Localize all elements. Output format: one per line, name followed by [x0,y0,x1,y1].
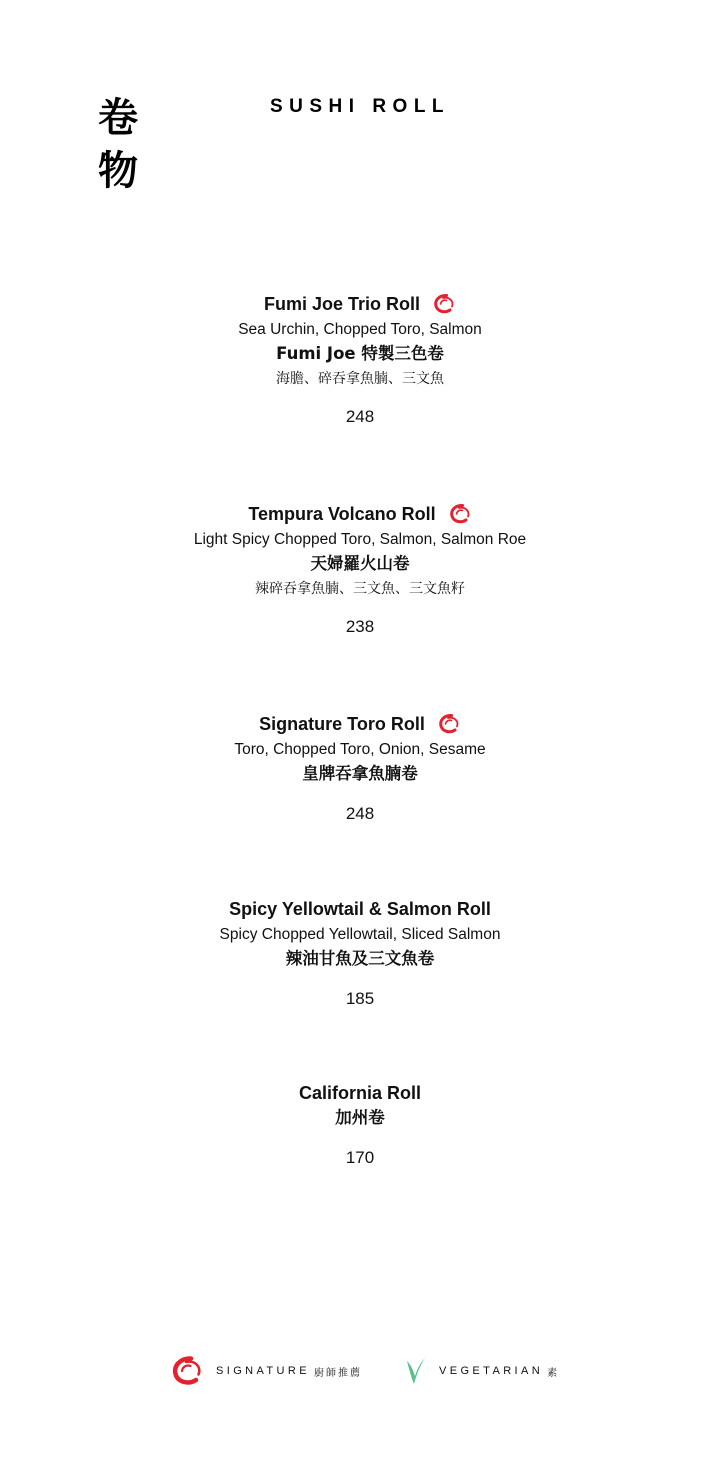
signature-swirl-icon [437,713,461,735]
item-name-zh: 辣油甘魚及三文魚卷 [285,949,435,968]
legend-signature-label: SIGNATURE [216,1365,310,1377]
signature-swirl-icon [448,503,472,525]
item-name-en: California Roll [298,1083,421,1103]
item-desc-en: Toro, Chopped Toro, Onion, Sesame [234,741,486,758]
item-price: 248 [345,804,375,823]
legend-vegetarian [403,1355,559,1387]
legend-signature [170,1355,362,1387]
item-name-en: Signature Toro Roll [259,712,461,736]
item-desc-en: Spicy Chopped Yellowtail, Sliced Salmon [219,926,501,943]
side-title-char: 物 [98,148,138,194]
item-price: 185 [345,989,375,1008]
item-name-zh: 加州卷 [335,1108,385,1127]
menu-item [0,712,720,825]
item-desc-zh: 辣碎吞拿魚腩、三文魚、三文魚籽 [255,581,465,597]
item-price: 170 [345,1148,375,1167]
item-name-zh: Fumi Joe 特製三色卷 [276,344,444,363]
section-title: SUSHI ROLL [269,96,451,117]
legend-vegetarian-label: VEGETARIAN [439,1365,544,1377]
item-desc-en: Light Spicy Chopped Toro, Salmon, Salmon Roe [193,531,527,548]
item-price: 238 [345,617,375,636]
item-desc-en: Sea Urchin, Chopped Toro, Salmon [238,321,482,338]
menu-item [0,897,720,1010]
item-price: 248 [345,407,375,426]
menu-item [0,292,720,428]
legend-signature-zh: 廚師推薦 [313,1367,362,1379]
legend [0,1355,720,1387]
item-desc-zh: 海膽、碎吞拿魚腩、三文魚 [276,371,444,387]
legend-vegetarian-zh: 素 [547,1367,560,1379]
menu-item [0,502,720,638]
signature-swirl-icon [170,1355,204,1387]
menu-item [0,1081,720,1169]
item-name-en: Spicy Yellowtail & Salmon Roll [229,899,491,919]
item-name-en: Tempura Volcano Roll [248,502,471,526]
item-name-zh: 皇牌吞拿魚腩卷 [302,764,418,783]
item-name-en: Fumi Joe Trio Roll [264,292,456,316]
side-title-char: 卷 [98,95,138,141]
item-name-zh: 天婦羅火山卷 [310,554,410,573]
signature-swirl-icon [432,293,456,315]
side-title [98,92,144,198]
vegetarian-v-icon [403,1355,427,1387]
